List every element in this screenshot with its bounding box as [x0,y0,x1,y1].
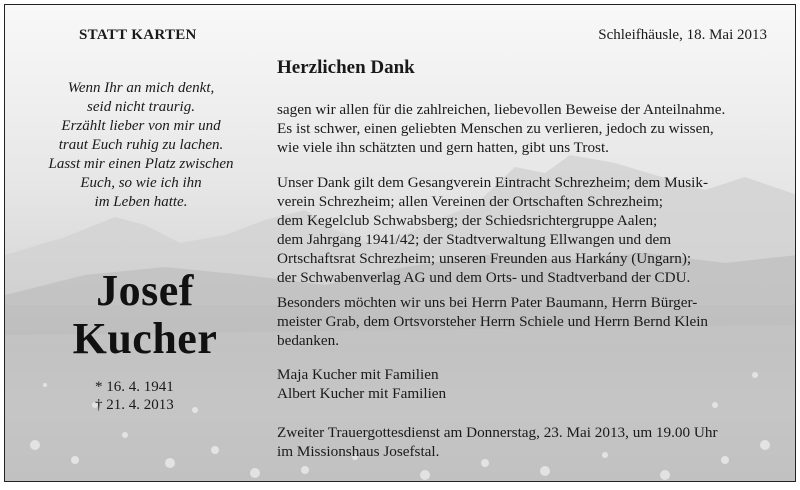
acknowledgements-paragraph [277,173,787,287]
thanks-title: Herzlichen Dank [277,57,415,78]
poem-line: traut Euch ruhig zu lachen. [58,137,224,153]
text-line: meister Grab, dem Ortsvorsteher Herrn Schiele und Herrn Bernd Klein [277,313,709,330]
text-line: Unser Dank gilt dem Gesangverein Eintracht Schrezheim; dem Musik- [277,174,709,191]
birth-date: * 16. 4. 1941 [95,379,174,395]
thanks-paragraph [277,100,787,157]
text-line: Maja Kucher mit Familien [277,366,439,383]
text-line: Albert Kucher mit Familien [277,385,447,402]
poem-line: Euch, so wie ich ihn [80,175,202,191]
text-line: Ortschaftsrat Schrezheim; unseren Freunden aus Harkány (Ungarn); [277,250,692,267]
text-line: Besonders möchten wir uns bei Herrn Pater Baumann, Herrn Bürger- [277,294,698,311]
deceased-last-name: Kucher [72,314,218,363]
text-line: im Missionshaus Josefstal. [277,443,440,460]
death-date: † 21. 4. 2013 [95,397,174,413]
text-line: dem Jahrgang 1941/42; der Stadtverwaltung Ellwangen und dem [277,231,672,248]
header-statt-karten: STATT KARTEN [79,27,197,43]
life-dates [95,378,174,414]
special-thanks-paragraph [277,293,787,350]
poem-line: Lasst mir einen Platz zwischen [48,156,234,172]
memorial-service-note [277,423,787,461]
obituary-card [4,4,796,482]
poem-line: im Leben hatte. [94,194,188,210]
text-line: Zweiter Trauergottesdienst am Donnerstag, 23. Mai 2013, um 19.00 Uhr [277,424,718,441]
family-signature [277,365,787,403]
text-line: sagen wir allen für die zahlreichen, liebevollen Beweise der Anteilnahme. [277,101,726,118]
text-line: wie viele ihn schätzten und gern hatten, gibt uns Trost. [277,139,609,156]
poem-line: seid nicht traurig. [87,99,195,115]
memorial-poem [25,79,257,212]
deceased-name [27,267,263,363]
text-line: verein Schrezheim; allen Vereinen der Ortschaften Schrezheim; [277,193,663,210]
poem-line: Wenn Ihr an mich denkt, [67,80,215,96]
text-line: dem Kegelclub Schwabsberg; der Schiedsrichtergruppe Aalen; [277,212,658,229]
text-line: bedanken. [277,332,339,349]
header-place-date: Schleifhäusle, 18. Mai 2013 [598,27,767,43]
text-line: der Schwabenverlag AG und dem Orts- und Stadtverband der CDU. [277,269,691,286]
deceased-first-name: Josef [96,266,194,315]
poem-line: Erzählt lieber von mir und [61,118,221,134]
text-line: Es ist schwer, einen geliebten Menschen zu verlieren, jedoch zu wissen, [277,120,714,137]
